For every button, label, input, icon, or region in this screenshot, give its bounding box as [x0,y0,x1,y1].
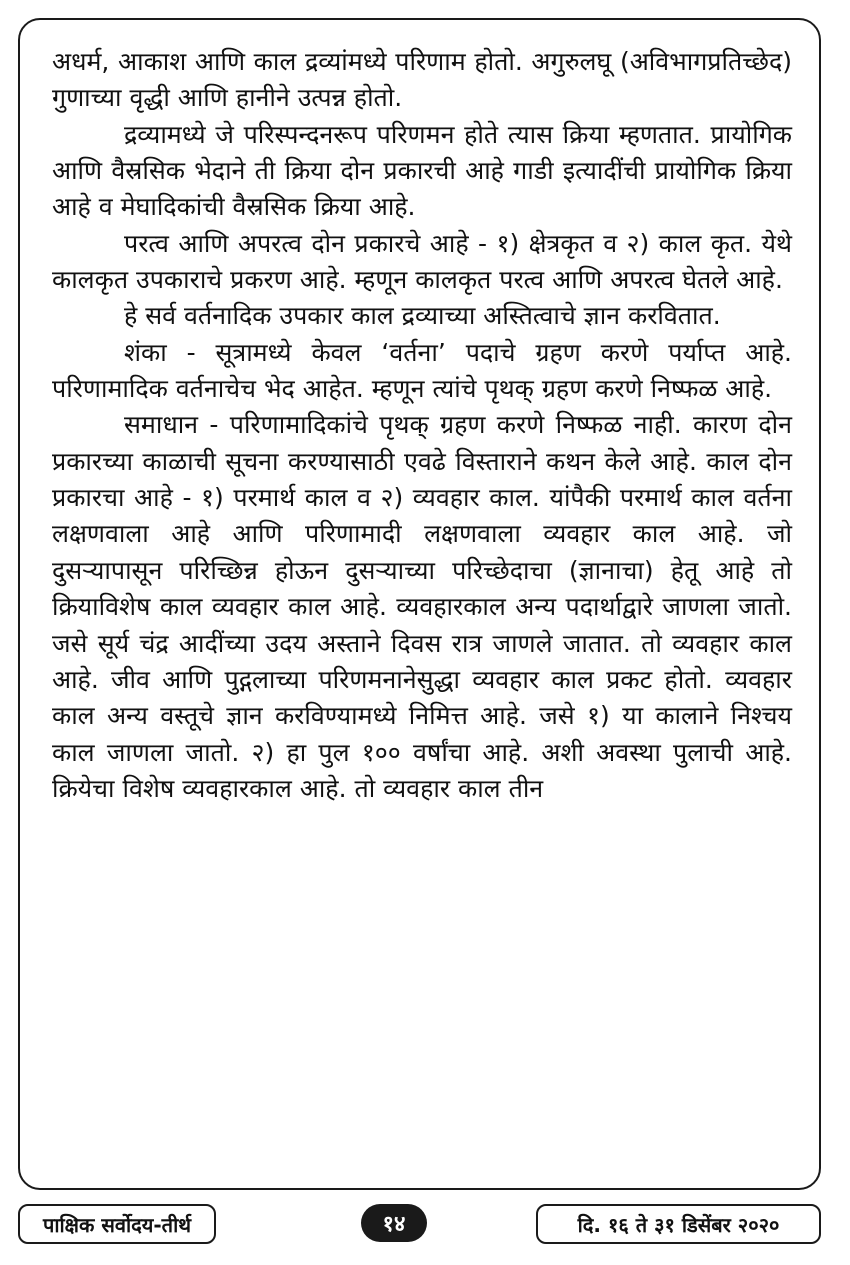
page-number: १४ [361,1204,427,1242]
paragraph-6: समाधान - परिणामादिकांचे पृथक् ग्रहण करणे निष्फळ नाही. कारण दोन प्रकारच्या काळाची सूचना करण्यासाठी एवढे विस्ताराने कथन केले आहे. काल दोन प्रकारचा आहे - १) परमार्थ काल व २) व्यवहार काल. यांपैकी परमार्थ काल वर्तना लक्षणवाला आहे आणि परिणामादी लक्षणवाला व्यवहार काल आहे. जो दुसऱ्यापासून परिच्छिन्न होऊन दुसऱ्याच्या परिच्छेदाचा (ज्ञानाचा) हेतू आहे तो क्रियाविशेष काल व्यवहार काल आहे. व्यवहारकाल अन्य पदार्थाद्वारे जाणला जातो. जसे सूर्य चंद्र आदींच्या उदय अस्ताने दिवस रात्र जाणले जातात. तो व्यवहार काल आहे. जीव आणि पुद्गलाच्या परिणमनानेसुद्धा व्यवहार काल प्रकट होतो. व्यवहार काल अन्य वस्तूचे ज्ञान करविण्यामध्ये निमित्त आहे. जसे १) या कालाने निश्चय काल जाणला जातो. २) हा पुल १०० वर्षांचा आहे. अशी अवस्था पुलाची आहे. क्रियेचा विशेष व्यवहारकाल आहे. तो व्यवहार काल तीन [52,410,792,803]
body-text [52,44,792,807]
issue-date: दि. १६ ते ३१ डिसेंबर २०२० [536,1204,821,1244]
paragraph-3: परत्व आणि अपरत्व दोन प्रकारचे आहे - १) क्षेत्रकृत व २) काल कृत. येथे कालकृत उपकाराचे प्रकरण आहे. म्हणून कालकृत परत्व आणि अपरत्व घेतले आहे. [52,228,792,295]
publication-name: पाक्षिक सर्वोदय-तीर्थ [18,1204,216,1244]
paragraph-2: द्रव्यामध्ये जे परिस्पन्दनरूप परिणमन होते त्यास क्रिया म्हणतात. प्रायोगिक आणि वैस्रसिक भेदाने ती क्रिया दोन प्रकारची आहे गाडी इत्यादींची प्रायोगिक क्रिया आहे व मेघादिकांची वैस्रसिक क्रिया आहे. [52,119,792,222]
paragraph-4: हे सर्व वर्तनादिक उपकार काल द्रव्याच्या अस्तित्वाचे ज्ञान करवितात. [124,301,721,331]
paragraph-1: अधर्म, आकाश आणि काल द्रव्यांमध्ये परिणाम होतो. अगुरुलघू (अविभागप्रतिच्छेद) गुणाच्या वृद्धी आणि हानीने उत्पन्न होतो. [52,47,792,113]
paragraph-5: शंका - सूत्रामध्ये केवल ‘वर्तना’ पदाचे ग्रहण करणे पर्याप्त आहे. परिणामादिक वर्तनाचेच भेद आहेत. म्हणून त्यांचे पृथक् ग्रहण करणे निष्फळ आहे. [52,337,792,404]
